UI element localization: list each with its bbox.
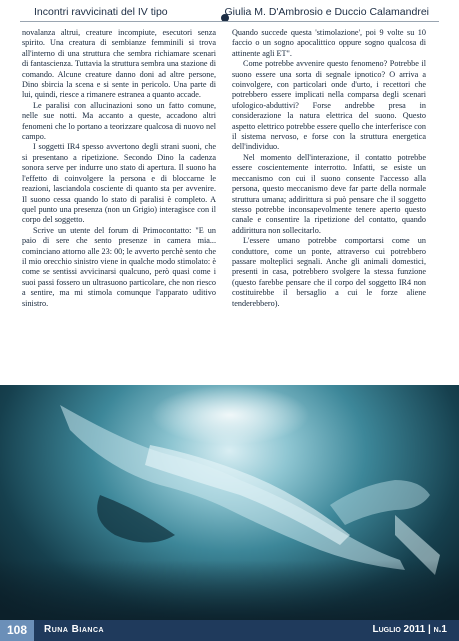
paragraph: L'essere umano potrebbe comportarsi come un conduttore, come un ponte, attraverso cui potrebbero passare molteplici segnali. Anche gli animali domestici, presenti in casa, potrebbero svolgere la stessa funzione (questo farebbe pensare che il corpo del soggetto IR4 non costituirebbe il bersaglio a cui le forze aliene tenderebbero). <box>232 236 426 308</box>
section-title: Incontri ravvicinati del IV tipo <box>34 6 168 18</box>
magazine-name: Runa Bianca <box>44 624 105 635</box>
paragraph: Come potrebbe avvenire questo fenomeno? Potrebbe il suono essere una sorta di segnale ipnotico? O arriva a coinvolgere, con particolari onde d'urto, i recettori che potrebbero essere implicati nella comparsa degli scenari ufologico-abduttivi? Forse andrebbe presa in considerazione la natura elettrica del suono. Questo aspetto elettrico potrebbe essere quello che interferisce con il sistema nervoso, e forse con la struttura energetica dell'individuo. <box>232 59 426 152</box>
page-number: 108 <box>0 620 34 641</box>
left-text-column <box>22 28 216 309</box>
paragraph: I soggetti IR4 spesso avvertono degli strani suoni, che si presentano a ripetizione. Secondo Dino la cadenza sonora serve per indurre uno stato di apertura. Il suono ha l'effetto di coinvolgere la persona e di bloccarne le reazioni, lasciandola cosciente di quanto sta per avvenire. Il suono cessa quando lo stato di paralisi è completo. A quel punto una presenza (non un Grigio) interagisce con il corpo del soggetto. <box>22 142 216 225</box>
dark-floor-shade <box>0 560 459 620</box>
header-rule <box>20 21 439 22</box>
right-text-column <box>232 28 426 309</box>
paragraph: novalanza altrui, creature incompiute, esecutori senza spirito. Una creatura di sembianze femminili si trova all'interno di una struttura che sembra richiamare scenari di fantascienza. Tuttavia la struttura sembra una stazione di comando. Alcune creature danno doni ad altre persone, Dino sbircia la scena e si sente in pericolo. Una parte di lui, quindi, riesce a rimanere estranea a quanto accade. <box>22 28 216 100</box>
illustration-photo <box>0 385 459 620</box>
issue-info: Luglio 2011 | n.1 <box>372 624 447 635</box>
paragraph: Nel momento dell'interazione, il contatto potrebbe essere coscientemente interrotto. Infatti, se esiste un meccanismo con cui il suono consente l'accesso alla persona, questo meccanismo deve far parte della normale struttura umana; addirittura si può pensare che il soggetto stesso potrebbe inconsapevolmente tenere aperto questo canale e consentire la ripetizione del contatto, quando addirittura non sollecitarlo. <box>232 152 426 235</box>
page-footer <box>0 620 459 641</box>
paragraph: Scrive un utente del forum di Primocontatto: "E un paio di sere che sento presenze in camera mia... cominciano attorno alle 23: 00; le avverto perchè sento che il mio orecchio sinistro viene in qualche modo stimolato: è come se sentissi avvicinarsi qualcuno, però quasi come i suoi passi fossero un ultrasuono particolare, che non riesco a sentire, ma mi stimola comunque l'apparato uditivo sinistro. <box>22 225 216 308</box>
authors: Giulia M. D'Ambrosio e Duccio Calamandrei <box>224 6 429 18</box>
page-header <box>0 0 459 24</box>
paragraph: Le paralisi con allucinazioni sono un fatto comune, nelle sue notti. Ma accanto a queste, accadono altri fenomeni che lo portano a teorizzare qualcosa di nuovo nel campo. <box>22 100 216 142</box>
paragraph: Quando succede questa 'stimolazione', poi 9 volte su 10 faccio o un sogno apocalittico oppure sogno qualcosa di attinente agli ET". <box>232 28 426 58</box>
